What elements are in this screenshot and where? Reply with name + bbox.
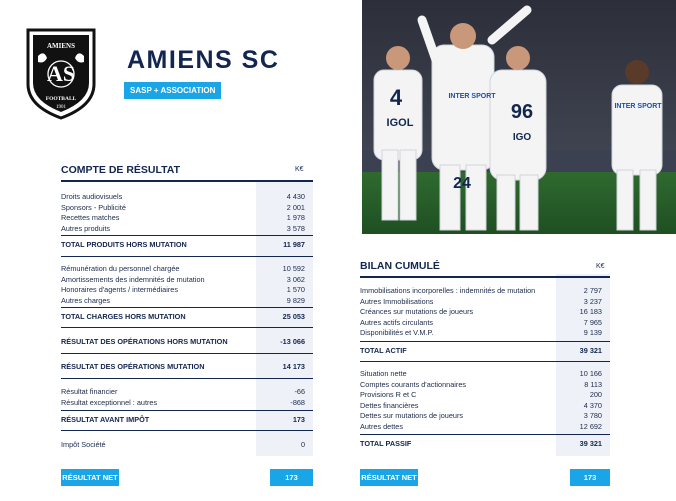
bilan-resultat-net-value: 173 [570, 469, 610, 486]
list-item: Résultat financier -66 [61, 387, 305, 396]
list-item: Provisions R et C 200 [360, 390, 602, 399]
divider [360, 361, 610, 362]
svg-text:AS: AS [46, 61, 76, 86]
divider [61, 353, 313, 354]
bilan-unit: K€ [596, 263, 605, 270]
divider [61, 307, 313, 308]
list-item: Dettes financières 4 370 [360, 400, 602, 410]
list-item: Recettes matches 1 978 [61, 213, 305, 222]
list-item: Autres charges 9 829 [61, 295, 305, 305]
team-celebration-photo [362, 0, 676, 234]
compte-header-rule [61, 180, 313, 182]
result-row: RÉSULTAT DES OPÉRATIONS MUTATION 14 173 [61, 362, 305, 371]
total-row: TOTAL PASSIF 39 321 [360, 439, 602, 448]
entity-badge: SASP + ASSOCIATION [124, 82, 221, 99]
list-item: Situation nette 10 166 [360, 369, 602, 378]
club-title: AMIENS SC [127, 46, 280, 74]
list-item: Autres dettes 12 692 [360, 421, 602, 431]
svg-text:FOOTBALL: FOOTBALL [45, 96, 77, 102]
svg-text:24: 24 [453, 175, 471, 192]
total-row: TOTAL ACTIF 39 321 [360, 346, 602, 355]
svg-text:IGOL: IGOL [386, 117, 414, 129]
resultat-net-label: RÉSULTAT NET [61, 469, 119, 486]
list-item: Sponsors - Publicité 2 001 [61, 202, 305, 212]
svg-text:96: 96 [510, 101, 534, 123]
resultat-net-value: 173 [270, 469, 313, 486]
total-row: TOTAL PRODUITS HORS MUTATION 11 987 [61, 240, 305, 249]
list-item: Disponibilités et V.M.P. 9 139 [360, 328, 602, 337]
compte-title: COMPTE DE RÉSULTAT [61, 164, 180, 176]
bilan-header-rule [360, 276, 610, 278]
list-item: Dettes sur mutations de joueurs 3 780 [360, 411, 602, 420]
list-item: Créances sur mutations de joueurs 16 183 [360, 307, 602, 316]
divider [61, 256, 313, 257]
list-item: Amortissements des indemnités de mutation 3 062 [61, 274, 305, 284]
svg-text:4: 4 [389, 85, 403, 110]
bilan-resultat-net-label: RÉSULTAT NET [360, 469, 418, 486]
divider [61, 378, 313, 379]
svg-text:IGO: IGO [512, 132, 532, 143]
divider [61, 235, 313, 236]
svg-text:1901: 1901 [56, 105, 66, 110]
list-item: Comptes courants d'actionnaires 8 113 [360, 379, 602, 389]
list-item: Autres Immobilisations 3 237 [360, 296, 602, 306]
svg-text:AMIENS: AMIENS [46, 42, 76, 50]
result-row: RÉSULTAT AVANT IMPÔT 173 [61, 415, 305, 424]
bilan-title: BILAN CUMULÉ [360, 260, 440, 272]
list-item: Autres actifs circulants 7 965 [360, 317, 602, 327]
svg-text:INTER SPORT: INTER SPORT [448, 93, 496, 100]
compte-unit: K€ [295, 166, 304, 173]
list-item: Autres produits 3 578 [61, 223, 305, 233]
list-item: Honoraires d'agents / intermédiaires 1 570 [61, 285, 305, 294]
divider [61, 410, 313, 411]
list-item: Droits audiovisuels 4 430 [61, 192, 305, 201]
result-row: RÉSULTAT DES OPÉRATIONS HORS MUTATION -13 066 [61, 337, 305, 346]
list-item: Résultat exceptionnel : autres -868 [61, 397, 305, 407]
total-row: TOTAL CHARGES HORS MUTATION 25 053 [61, 312, 305, 321]
list-item: Rémunération du personnel chargée 10 592 [61, 264, 305, 273]
club-crest-logo [22, 26, 100, 120]
svg-text:INTER SPORT: INTER SPORT [614, 103, 662, 110]
divider [61, 327, 313, 328]
list-item: Immobilisations incorporelles : indemnités de mutation 2 797 [360, 286, 602, 295]
divider [360, 341, 610, 342]
list-item: Impôt Société 0 [61, 440, 305, 449]
divider [360, 434, 610, 435]
divider [61, 430, 313, 431]
